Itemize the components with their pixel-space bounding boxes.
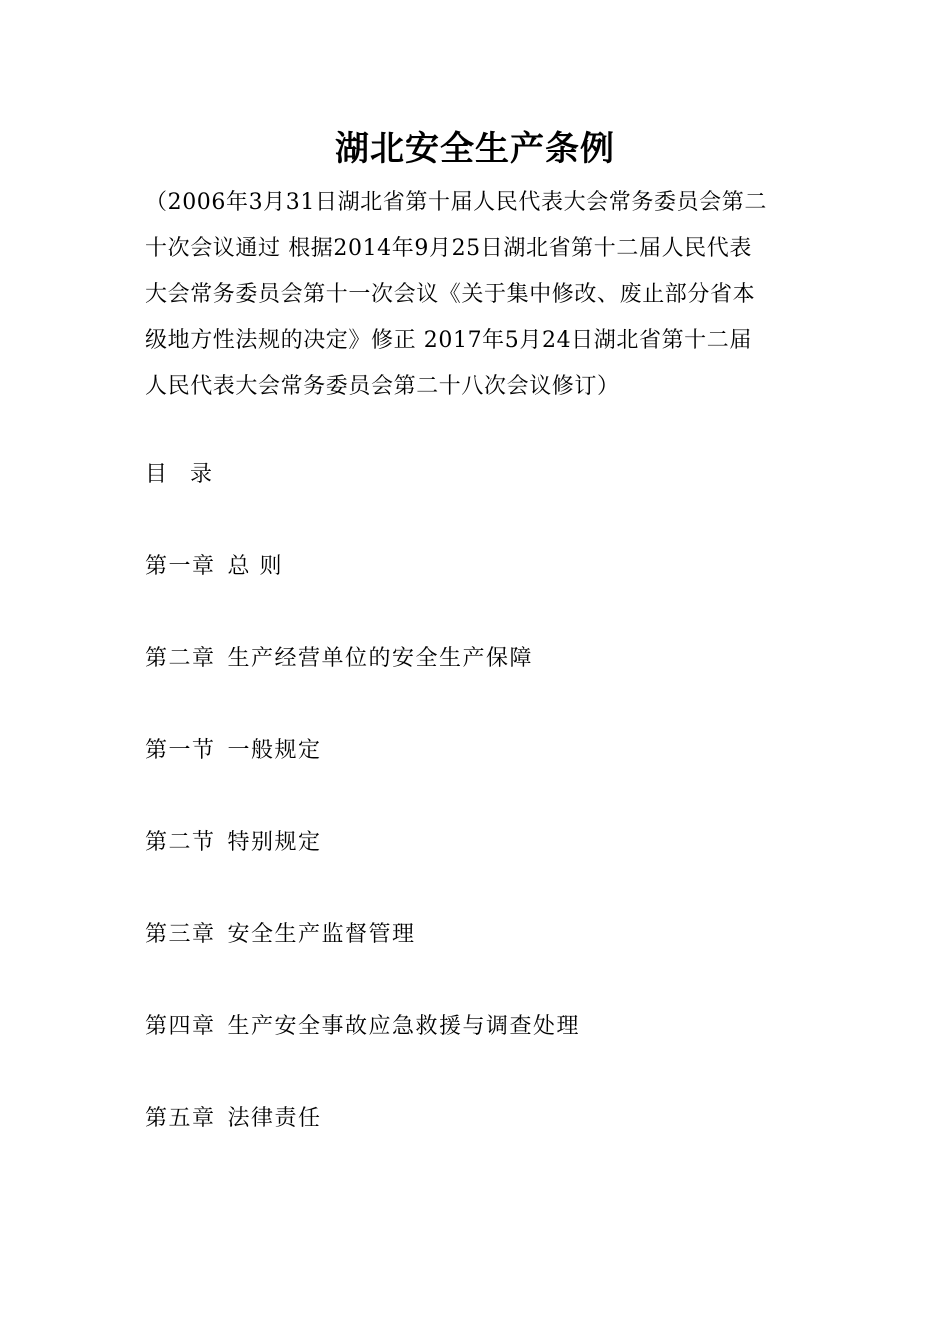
toc-item [145, 728, 810, 774]
toc-item [145, 820, 810, 866]
toc-item-title: 生产经营单位的安全生产保障 [227, 646, 534, 671]
toc-heading: 目 录 [145, 462, 220, 487]
adoption-note-line: 十次会议通过 根据2014年9月25日湖北省第十二届人民代表 [145, 236, 752, 261]
toc-item-title: 安全生产监督管理 [227, 922, 416, 947]
toc-item-title: 生产安全事故应急救援与调查处理 [227, 1014, 581, 1039]
toc-item-number: 第一节 [145, 738, 216, 763]
toc-item-title: 一般规定 [227, 738, 322, 763]
adoption-note-line: 大会常务委员会第十一次会议《关于集中修改、废止部分省本 [145, 282, 756, 307]
toc-item-number: 第二节 [145, 830, 216, 855]
toc-item [145, 912, 810, 958]
document-title: 湖北安全生产条例 [335, 129, 615, 169]
toc-item-title: 总 则 [227, 554, 284, 579]
toc-item [145, 636, 810, 682]
adoption-note-line: 级地方性法规的决定》修正 2017年5月24日湖北省第十二届 [145, 328, 752, 353]
toc-item-number: 第一章 [145, 554, 216, 579]
toc-item [145, 544, 810, 590]
toc-item-number: 第二章 [145, 646, 216, 671]
toc-item-title: 特别规定 [227, 830, 322, 855]
toc-item [145, 1004, 810, 1050]
table-of-contents [145, 452, 810, 1188]
adoption-note-line: 人民代表大会常务委员会第二十八次会议修订） [145, 374, 620, 399]
toc-item [145, 1096, 810, 1142]
toc-item-number: 第四章 [145, 1014, 216, 1039]
adoption-note-line: （2006年3月31日湖北省第十届人民代表大会常务委员会第二 [145, 190, 767, 215]
adoption-note [145, 180, 810, 410]
toc-item-title: 法律责任 [227, 1106, 322, 1131]
toc-item-number: 第三章 [145, 922, 216, 947]
toc-item-number: 第五章 [145, 1106, 216, 1131]
